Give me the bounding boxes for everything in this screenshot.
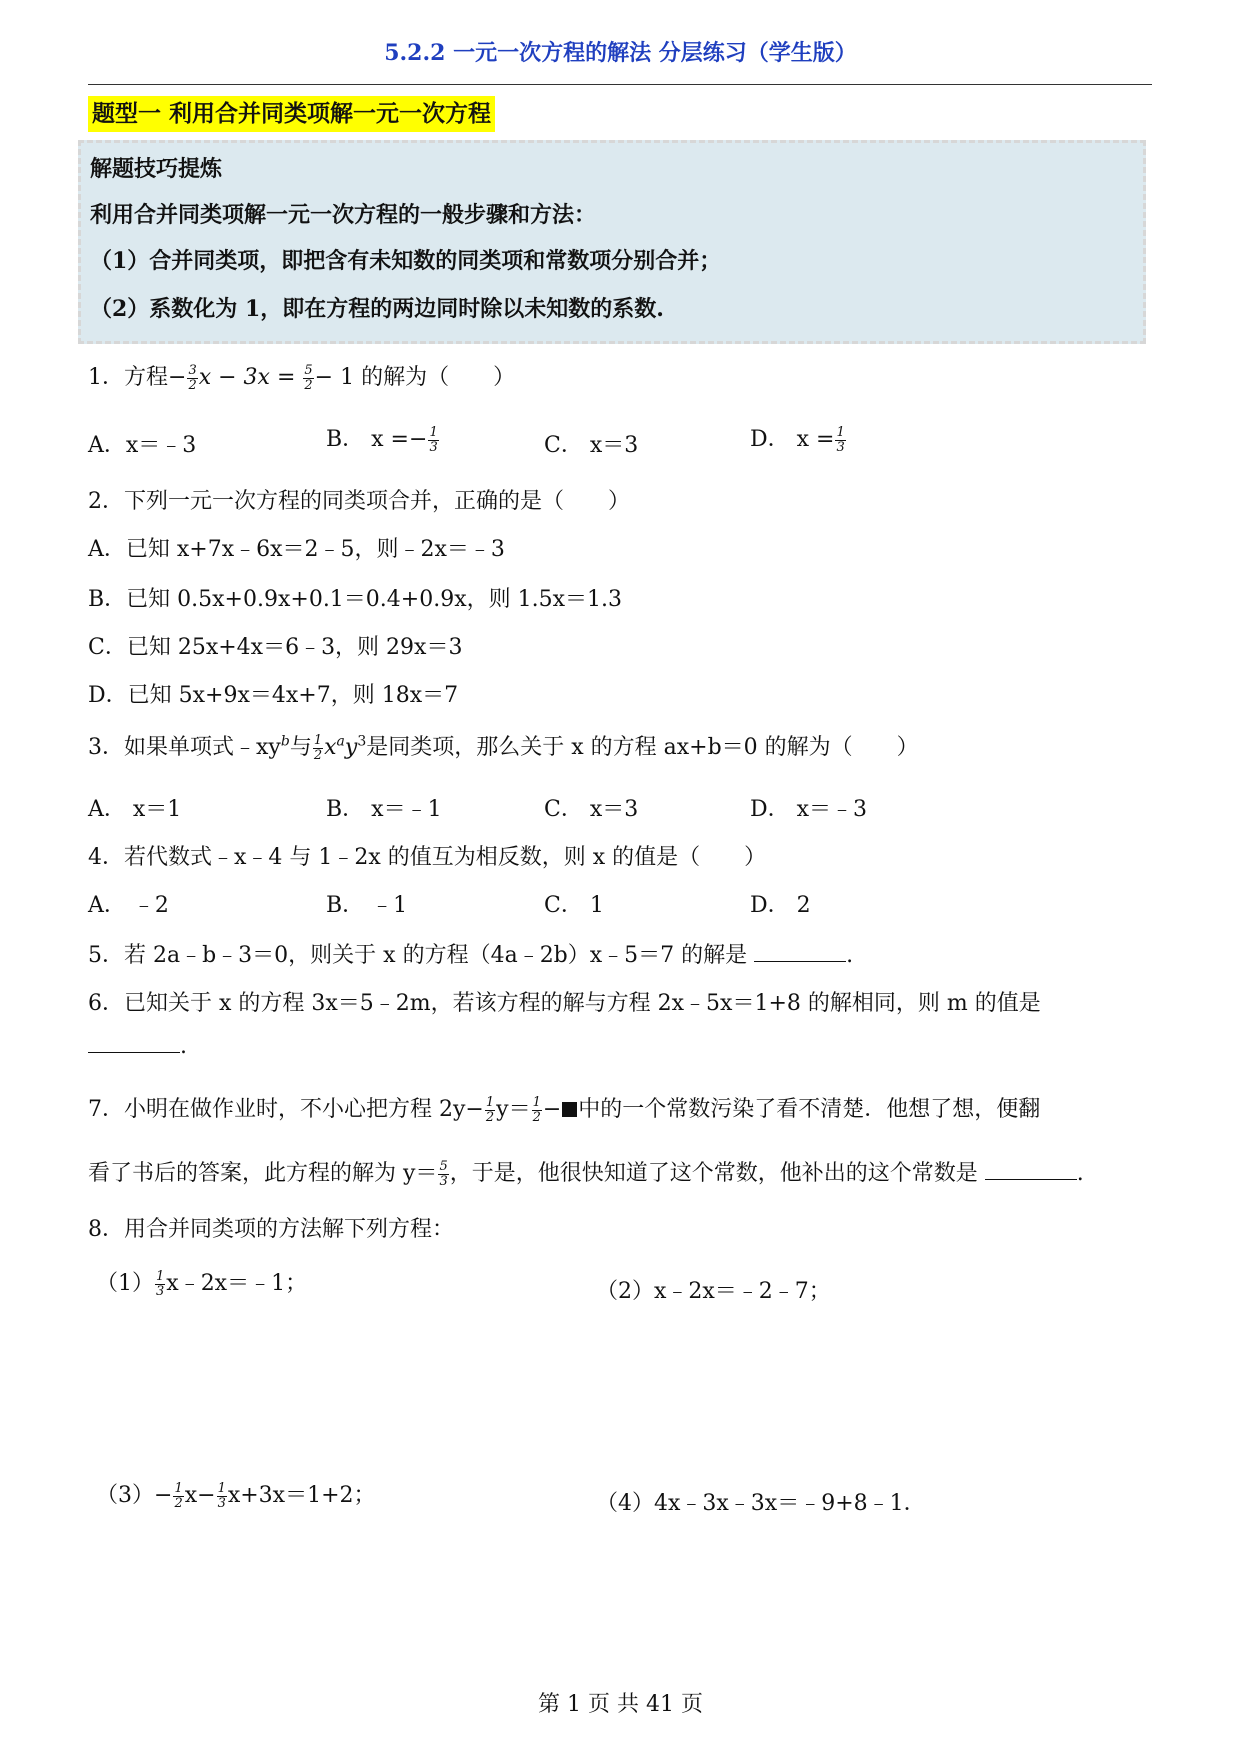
question-3: 3．如果单项式$﹣xy^b$与 $\frac{1}{2}$ $x^ay^3$是同类项，那么关于 x 的方程 ax+b＝0 的解为（ ） [88,732,919,763]
document-title: 5.2.2 一元一次方程的解法 分层练习（学生版） [384,40,857,66]
question-5: 5．若 2a﹣b﹣3＝0，则关于 x 的方程（4a﹣2b）x﹣5＝7 的解是 . [88,943,854,968]
tips-heading: 解题技巧提炼 [90,156,223,182]
q8-part-3: （3）− $\frac{1}{2}$ x− $\frac{1}{3}$ x+3x＝1+2； [96,1480,376,1511]
tips-step-2: （2）系数化为 1，即在方程的两边同时除以未知数的系数. [90,296,664,322]
q2-option-a: A．已知 x+7x﹣6x＝2﹣5，则﹣2x＝﹣3 [88,537,505,562]
q4-option-d: D． 2 [750,893,811,918]
q1-option-a: A．x＝﹣3 [88,433,197,458]
q8-part-1: （1） $\frac{1}{3}$ x﹣2x＝﹣1； [96,1268,308,1299]
answer-blank [754,943,846,962]
q1-option-d: D． x = $\frac{1}{3}$ [750,424,845,455]
fraction: $\frac{3}{2}$ [188,362,197,393]
question-2: 2．下列一元一次方程的同类项合并，正确的是（ ） [88,489,630,514]
tips-step-1: （1）合并同类项，即把含有未知数的同类项和常数项分别合并； [90,248,722,274]
question-7: 7．小明在做作业时，不小心把方程 2y− $\frac{1}{2}$ y＝ $\frac{1}{2}$ − 中的一个常数污染了看不清楚．他想了想，便翻 [88,1094,1041,1125]
q2-option-b: B．已知 0.5x+0.9x+0.1＝0.4+0.9x，则 1.5x＝1.3 [88,587,622,612]
question-7-line-2: 看了书后的答案，此方程的解为 y＝ $\frac{5}{3}$ ，于是，他很快知道了这个常数，他补出的这个常数是 . [88,1158,1084,1189]
q2-option-c: C．已知 25x+4x＝6﹣3，则 29x＝3 [88,635,463,660]
q6-answer-line: . [88,1034,187,1059]
q4-option-a: A． ﹣2 [88,893,169,918]
q2-option-d: D．已知 5x+9x＝4x+7，则 18x＝7 [88,683,459,708]
q3-option-b: B． x＝﹣1 [326,797,442,822]
q3-option-d: D． x＝﹣3 [750,797,868,822]
q3-option-c: C． x＝3 [544,797,639,822]
q4-option-b: B． ﹣1 [326,893,408,918]
answer-blank [985,1161,1077,1180]
q1-option-b: B． x =− $\frac{1}{3}$ [326,424,438,455]
answer-blank [88,1034,180,1053]
q4-option-c: C． 1 [544,893,604,918]
tips-intro: 利用合并同类项解一元一次方程的一般步骤和方法： [90,202,597,228]
question-1: 1．方程− $\frac{3}{2}$ x − 3x = $\frac{5}{2}$ − 1 的解为（ ） [88,362,516,393]
section-heading: 题型一 利用合并同类项解一元一次方程 [88,96,495,132]
q1-option-c: C． x＝3 [544,433,639,458]
smudged-constant-square [562,1102,577,1117]
question-8: 8．用合并同类项的方法解下列方程： [88,1217,454,1242]
page-number: 第 1 页 共 41 页 [538,1692,703,1717]
title-divider [88,84,1152,85]
fraction: $\frac{5}{2}$ [304,362,313,393]
question-6: 6．已知关于 x 的方程 3x＝5﹣2m，若该方程的解与方程 2x﹣5x＝1+8 的解相同，则 m 的值是 [88,991,1041,1016]
question-4: 4．若代数式﹣x﹣4 与 1﹣2x 的值互为相反数，则 x 的值是（ ） [88,845,767,870]
q8-part-4: （4）4x﹣3x﹣3x＝﹣9+8﹣1． [596,1491,926,1516]
q8-part-2: （2）x﹣2x＝﹣2﹣7； [596,1279,831,1304]
q3-option-a: A． x＝1 [88,797,182,822]
